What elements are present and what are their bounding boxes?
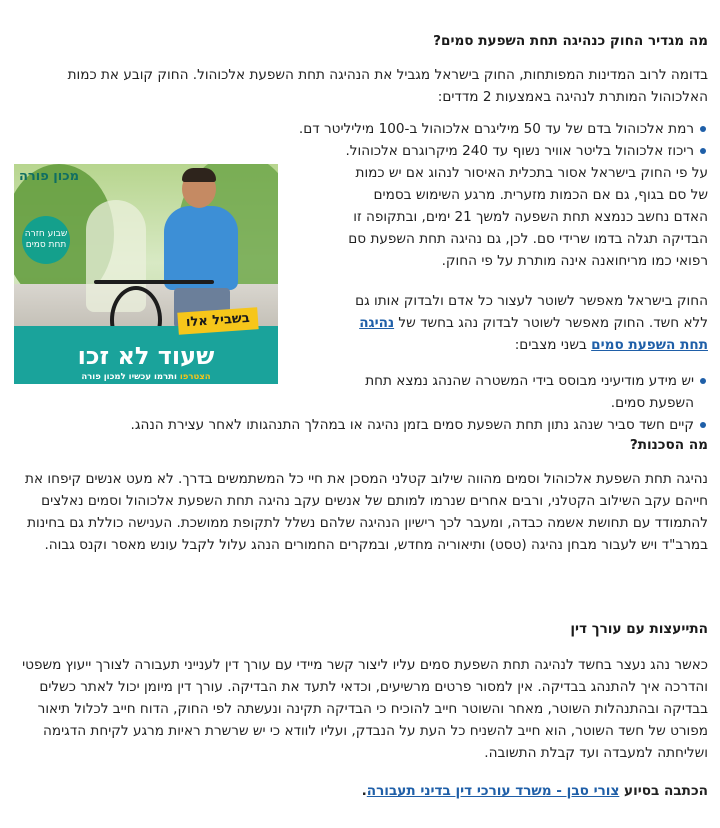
banner-cta: הצטרפו: [179, 372, 211, 382]
police-check-text: החוק בישראל מאפשר לשוטר לעצור כל אדם ולבדוק אותו גם ללא חשד. החוק מאפשר לשוטר לבדוק נהג בחשד של: [355, 293, 708, 331]
credit-suffix: .: [361, 783, 367, 799]
bicycle-handlebar: [94, 280, 214, 284]
police-check-suffix: בשני מצבים:: [514, 337, 592, 353]
donation-banner-image[interactable]: [14, 164, 278, 384]
banner-badge: שבוע חזרה תחת סמים: [22, 216, 70, 264]
list-item: יש מידע מודיעיני מבוסס בידי המשטרה שהנהג נמצא תחת השפעת סמים.: [348, 370, 708, 414]
list-item: ריכוז אלכוהול בליטר אוויר נשוף עד 240 מיקרוגרם אלכוהול.: [12, 140, 708, 162]
lawyer-paragraph: כאשר נהג נעצר בחשד לנהיגה תחת השפעת סמים עליו ליצור קשר מיידי עם עורך דין לענייני תעבורה לצורך ייעוץ משפטי והדרכה איך להתנהג בבדיקה. אין למסור פרטים מרשיעים, וכדאי לתעד את הבדיקה. עורך דין מיומן יכול לאתר כשלים בבדיקה ובהתנהלות השוטר, מאחר והשוטר חייב להוכיח כי הבדיקה תקינה ונעשתה לפי החוק, הדוח חייב לכלול תיאור מפורט של חשד השוטר, הוא חייב להשניח כל העת על הנבדק, ועליו לוודא כי יש שרשרת ראיות מרגע לקיחת הדגימה ושליחתה למעבדה ועד קבלת התשובה.: [22, 657, 708, 761]
section-title-lawyer: התייעצות עם עורך דין: [570, 621, 708, 637]
banner-logo: מכון פורה: [19, 169, 79, 184]
article-credit: [362, 780, 708, 802]
banner-tag: בשביל אלו: [178, 307, 259, 335]
law-firm-link[interactable]: צורי סבן - משרד עורכי דין בדיני תעבורה: [366, 783, 620, 799]
section-title-law: מה מגדיר החוק כנהיגה תחת השפעת סמים?: [433, 33, 708, 49]
banner-cta-text: ותרמו עכשיו למכון פורה: [81, 372, 180, 382]
cyclist-body: [164, 206, 238, 290]
drug-law-paragraph: על פי החוק בישראל אסור בתכלית האיסור לנהוג אם יש כמות של סם בגוף, גם אם הכמות מזערית. מרגע השימוש בסמים האדם נחשב כנמצא תחת השפעה למשך 21 ימים, ובתקופה זו הבדיקה תגלה בדמו שרידי סם. לכן, גם נהיגה תחת השפעת סם רפואי כמו מריחואנה אינה מותרת על פי החוק.: [348, 165, 708, 269]
section-title-dangers: מה הסכנות?: [629, 437, 708, 453]
law-intro: בדומה לרוב המדינות המפותחות, החוק בישראל מגביל את הנהיגה תחת השפעת אלכוהול. החוק קובע את כמות האלכוהול המותרת לנהיגה באמצעות 2 מדדים:: [67, 67, 708, 105]
cyclist-hair: [182, 168, 216, 182]
drug-driving-link[interactable]: נהיגה תחת השפעת סמים: [359, 315, 708, 353]
list-item: רמת אלכוהול בדם של עד 50 מיליגרם אלכוהול ב-100 מיליליטר דם.: [12, 118, 708, 140]
credit-prefix: הכתבה בסיוע: [619, 783, 708, 799]
banner-slogan: שעוד לא זכו: [77, 342, 215, 370]
police-check-paragraph: [348, 290, 708, 356]
list-item: קיים חשד סביר שנהג נתון תחת השפעת סמים בזמן נהיגה או במהלך התנהגותו לאחר עצירת הנהג.: [12, 414, 708, 436]
banner-subline: [14, 371, 278, 383]
alcohol-limits-list: [12, 118, 708, 162]
dangers-paragraph: נהיגה תחת השפעת אלכוהול וסמים מהווה שילוב קטלני המסכן את חיי כל המשתמשים בדרך. לא מעט אנשים קיפחו את חייהם עקב השילוב הקטלני, ורבים אחרים שנרמו למותם של אנשים עקב נהיגה תחת השפעת אלכוהול וסמים נאלצים להתמודד עם תחושת אשמה כבדה, ומעבר לכך רישיון הנהיגה שלהם נשלל לתקופת ממושכת. הענישה כוללת גם בחינות במרב"ד ויש לעבור מבחן נהיגה (טסט) ותיאוריה מחדש, ובמקרים החמורים הנהג עלול לקבל עונש מאסר וקנס גבוה.: [25, 471, 708, 553]
